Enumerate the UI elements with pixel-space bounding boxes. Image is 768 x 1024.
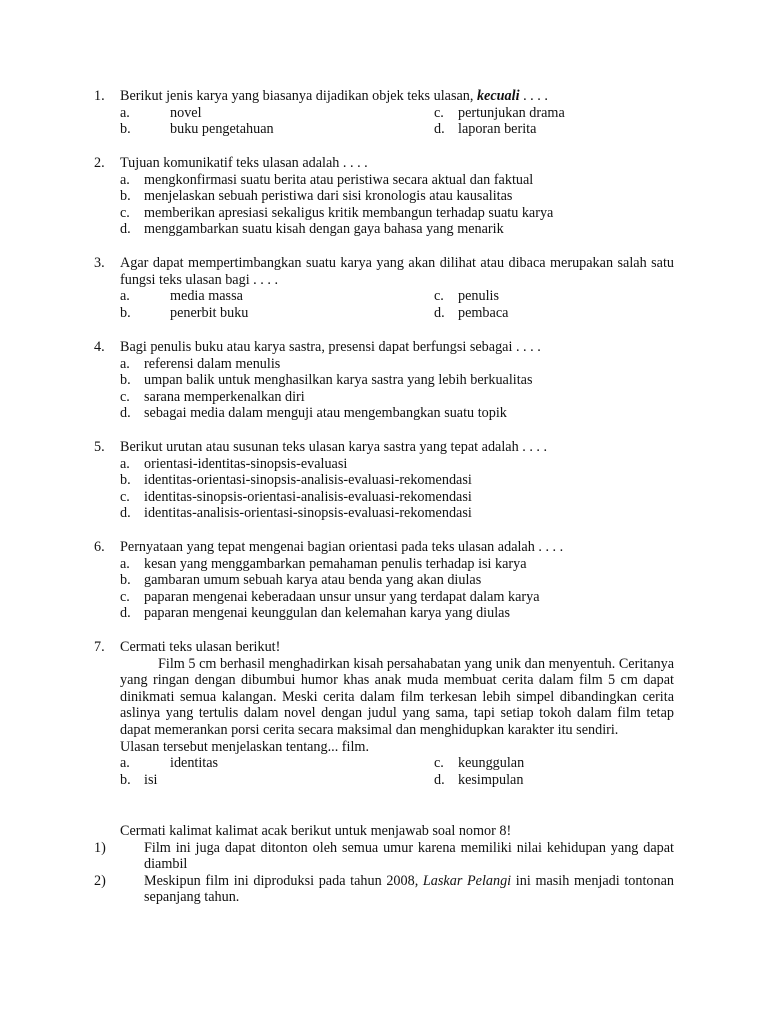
question-2 bbox=[94, 155, 674, 238]
option-row: a. identitas c. keunggulan bbox=[120, 755, 525, 772]
option-row: b. isi d. kesimpulan bbox=[120, 771, 524, 788]
question-3 bbox=[94, 255, 674, 321]
question-text: Berikut jenis karya yang biasanya dijadikan objek teks ulasan, kecuali . . . . bbox=[120, 88, 548, 104]
question-number: 4. bbox=[94, 339, 105, 355]
question-text: Tujuan komunikatif teks ulasan adalah . . . . bbox=[120, 155, 368, 171]
question-text: Agar dapat mempertimbangkan suatu karya yang akan dilihat atau dibaca merupakan salah satu fungsi teks ulasan bagi . . . . bbox=[120, 255, 674, 288]
option-c[interactable]: c. identitas-sinopsis-orientasi-analisis-evaluasi-rekomendasi bbox=[120, 488, 472, 505]
option-d[interactable]: d. identitas-analisis-orientasi-sinopsis-evaluasi-rekomendasi bbox=[120, 505, 472, 522]
option-d[interactable]: d. paparan mengenai keunggulan dan kelemahan karya yang diulas bbox=[120, 605, 510, 622]
question-1 bbox=[94, 88, 674, 138]
list-item: 1) Film ini juga dapat ditonton oleh semua umur karena memiliki nilai kehidupan yang dapat diambil bbox=[94, 839, 674, 873]
section-question-8 bbox=[94, 823, 674, 906]
option-c[interactable]: c. sarana memperkenalkan diri bbox=[120, 388, 305, 405]
option-a[interactable]: a. orientasi-identitas-sinopsis-evaluasi bbox=[120, 455, 348, 472]
list-item: 2) Meskipun film ini diproduksi pada tahun 2008, Laskar Pelangi ini masih menjadi tontonan sepanjang tahun. bbox=[94, 872, 675, 906]
option-b[interactable]: b. identitas-orientasi-sinopsis-analisis-evaluasi-rekomendasi bbox=[120, 472, 472, 489]
emphasis-kecuali: kecuali bbox=[476, 88, 520, 104]
question-number: 5. bbox=[94, 439, 105, 455]
question-text: Bagi penulis buku atau karya sastra, presensi dapat berfungsi sebagai . . . . bbox=[120, 339, 541, 355]
option-a[interactable]: a. referensi dalam menulis bbox=[120, 355, 281, 372]
question-number: 1. bbox=[94, 88, 105, 104]
question-6 bbox=[94, 539, 674, 622]
option-row: b. penerbit buku d. pembaca bbox=[120, 304, 509, 321]
option-row: a. media massa c. penulis bbox=[120, 288, 499, 305]
question-4 bbox=[94, 339, 674, 422]
question-number: 2. bbox=[94, 155, 105, 171]
question-number: 7. bbox=[94, 639, 105, 655]
option-d[interactable]: d. sebagai media dalam menguji atau mengembangkan suatu topik bbox=[120, 405, 507, 422]
section-intro: Cermati kalimat kalimat acak berikut untuk menjawab soal nomor 8! bbox=[120, 823, 512, 839]
option-b[interactable]: b. menjelaskan sebuah peristiwa dari sisi kronologis atau kausalitas bbox=[120, 188, 513, 205]
question-text: Cermati teks ulasan berikut! bbox=[120, 639, 281, 655]
question-number: 3. bbox=[94, 255, 105, 271]
option-b[interactable]: b. umpan balik untuk menghasilkan karya sastra yang lebih berkualitas bbox=[120, 372, 533, 389]
option-d[interactable]: d. menggambarkan suatu kisah dengan gaya bahasa yang menarik bbox=[120, 221, 504, 238]
question-number: 6. bbox=[94, 539, 105, 555]
option-a[interactable]: a. kesan yang menggambarkan pemahaman penulis terhadap isi karya bbox=[120, 555, 527, 572]
question-5 bbox=[94, 439, 674, 522]
question-prompt: Ulasan tersebut menjelaskan tentang... film. bbox=[120, 738, 369, 755]
question-7 bbox=[94, 639, 674, 788]
option-row: a. novel c. pertunjukan drama bbox=[120, 104, 565, 121]
option-b[interactable]: b. gambaran umum sebuah karya atau benda yang akan diulas bbox=[120, 572, 482, 589]
question-text: Pernyataan yang tepat mengenai bagian orientasi pada teks ulasan adalah . . . . bbox=[120, 539, 564, 555]
question-text: Berikut urutan atau susunan teks ulasan karya sastra yang tepat adalah . . . . bbox=[120, 439, 548, 455]
option-c[interactable]: c. paparan mengenai keberadaan unsur unsur yang terdapat dalam karya bbox=[120, 588, 540, 605]
option-a[interactable]: a. mengkonfirmasi suatu berita atau peristiwa secara aktual dan faktual bbox=[120, 171, 534, 188]
review-passage: Film 5 cm berhasil menghadirkan kisah persahabatan yang unik dan menyentuh. Ceritanya yang ringan dengan dibumbui humor khas anak muda membuat cerita dalam film 5 cm dapat dinikmati semua kalangan. Meski cerita dalam film terkesan lebih simpel dibandingkan cerita aslinya yang tertulis dalam novel dengan judul yang sama, tapi setiap tokoh dalam film tetap dapat memerankan porsi cerita secara maksimal dan menghidupkan karakter itu sendiri. bbox=[120, 655, 674, 738]
option-row: b. buku pengetahuan d. laporan berita bbox=[120, 121, 537, 138]
title-laskar-pelangi: Laskar Pelangi bbox=[422, 872, 512, 889]
option-c[interactable]: c. memberikan apresiasi sekaligus kritik membangun terhadap suatu karya bbox=[120, 204, 554, 221]
